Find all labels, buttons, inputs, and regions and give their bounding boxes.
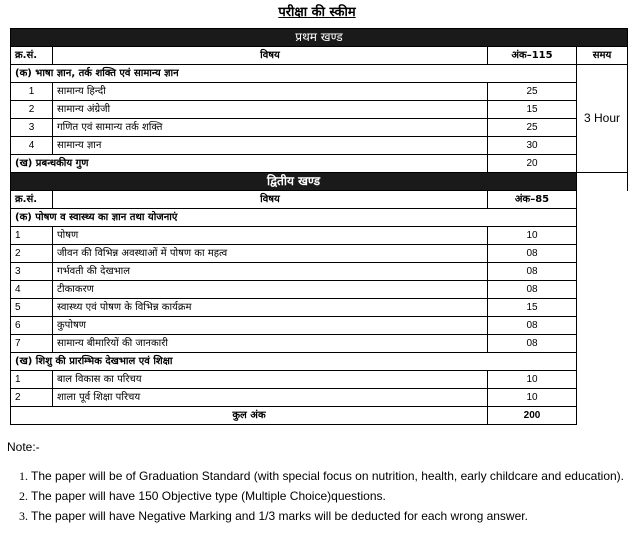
row-sn: 2: [11, 101, 53, 119]
section1-group-b-row: [11, 155, 628, 173]
notes-list: [7, 468, 627, 525]
table-row: [11, 245, 628, 263]
row-sn: 1: [11, 227, 53, 245]
table-row: [11, 371, 628, 389]
time-value: 3 Hour: [577, 65, 628, 173]
section1-heading-row: [11, 29, 628, 47]
section1-group-b-marks: 20: [488, 155, 577, 173]
row-subject: सामान्य ज्ञान: [53, 137, 488, 155]
header-marks: अंक–115: [488, 47, 577, 65]
row-subject: कुपोषण: [53, 317, 488, 335]
table-row: [11, 137, 628, 155]
row-subject: शाला पूर्व शिक्षा परिचय: [53, 389, 488, 407]
section1-group-b: (ख) प्रबन्धकीय गुण: [11, 155, 488, 173]
row-subject: गर्भवती की देखभाल: [53, 263, 488, 281]
row-subject: स्वास्थ्य एवं पोषण के विभिन्न कार्यक्रम: [53, 299, 488, 317]
table-row: [11, 83, 628, 101]
exam-scheme-table: [10, 28, 628, 425]
note-item: 1. The paper will be of Graduation Standard (with special focus on nutrition, health, early childcare and education).: [31, 468, 627, 485]
blank-cell: [577, 173, 628, 191]
row-subject: पोषण: [53, 227, 488, 245]
row-sn: 2: [11, 389, 53, 407]
row-subject: सामान्य बीमारियों की जानकारी: [53, 335, 488, 353]
row-sn: 1: [11, 83, 53, 101]
row-marks: 25: [488, 83, 577, 101]
note-item: 3. The paper will have Negative Marking and 1/3 marks will be deducted for each wrong answer.: [31, 508, 627, 525]
header-sn: क्र.सं.: [11, 191, 53, 209]
section1-heading: प्रथम खण्ड: [11, 29, 628, 47]
row-marks: 15: [488, 299, 577, 317]
total-label: कुल अंक: [11, 407, 488, 425]
row-marks: 08: [488, 335, 577, 353]
header-time: समय: [577, 47, 628, 65]
row-sn: 3: [11, 119, 53, 137]
table-row: [11, 119, 628, 137]
row-marks: 30: [488, 137, 577, 155]
page-title-text: परीक्षा की स्कीम: [278, 5, 356, 20]
row-marks: 08: [488, 245, 577, 263]
row-subject: सामान्य अंग्रेजी: [53, 101, 488, 119]
notes-heading: Note:-: [7, 440, 40, 454]
header-subject: विषय: [53, 191, 488, 209]
total-marks: 200: [488, 407, 577, 425]
row-sn: 3: [11, 263, 53, 281]
row-subject: गणित एवं सामान्य तर्क शक्ति: [53, 119, 488, 137]
row-marks: 08: [488, 281, 577, 299]
row-marks: 08: [488, 317, 577, 335]
table-row: [11, 299, 628, 317]
section1-group-a: (क) भाषा ज्ञान, तर्क शक्ति एवं सामान्य ज्ञान: [11, 65, 577, 83]
row-marks: 08: [488, 263, 577, 281]
row-subject: बाल विकास का परिचय: [53, 371, 488, 389]
table-row: [11, 101, 628, 119]
total-row: [11, 407, 628, 425]
table-row: [11, 263, 628, 281]
row-subject: सामान्य हिन्दी: [53, 83, 488, 101]
row-marks: 15: [488, 101, 577, 119]
row-marks: 10: [488, 227, 577, 245]
section2-header-row: [11, 191, 628, 209]
row-sn: 7: [11, 335, 53, 353]
row-sn: 6: [11, 317, 53, 335]
row-marks: 10: [488, 371, 577, 389]
row-sn: 2: [11, 245, 53, 263]
page-title: [0, 2, 634, 20]
row-sn: 1: [11, 371, 53, 389]
row-marks: 25: [488, 119, 577, 137]
section2-heading: द्वितीय खण्ड: [11, 173, 577, 191]
section2-group-b-row: [11, 353, 628, 371]
table-row: [11, 227, 628, 245]
section2-group-a-row: [11, 209, 628, 227]
row-marks: 10: [488, 389, 577, 407]
section1-header-row: [11, 47, 628, 65]
header-sn: क्र.सं.: [11, 47, 53, 65]
row-sn: 4: [11, 281, 53, 299]
table-row: [11, 281, 628, 299]
header-marks: अंक–85: [488, 191, 577, 209]
header-subject: विषय: [53, 47, 488, 65]
table-row: [11, 335, 628, 353]
table-row: [11, 317, 628, 335]
section2-group-b: (ख) शिशु की प्रारम्भिक देखभाल एवं शिक्षा: [11, 353, 577, 371]
notes-section: [7, 440, 627, 528]
row-subject: टीकाकरण: [53, 281, 488, 299]
row-subject: जीवन की विभिन्न अवस्थाओं में पोषण का महत्व: [53, 245, 488, 263]
blank-cell: [577, 191, 628, 425]
section2-heading-row: [11, 173, 628, 191]
section2-group-a: (क) पोषण व स्वास्थ्य का ज्ञान तथा योजनाएं: [11, 209, 577, 227]
section1-group-a-row: [11, 65, 628, 83]
row-sn: 5: [11, 299, 53, 317]
row-sn: 4: [11, 137, 53, 155]
note-item: 2. The paper will have 150 Objective type (Multiple Choice)questions.: [31, 488, 627, 505]
table-row: [11, 389, 628, 407]
